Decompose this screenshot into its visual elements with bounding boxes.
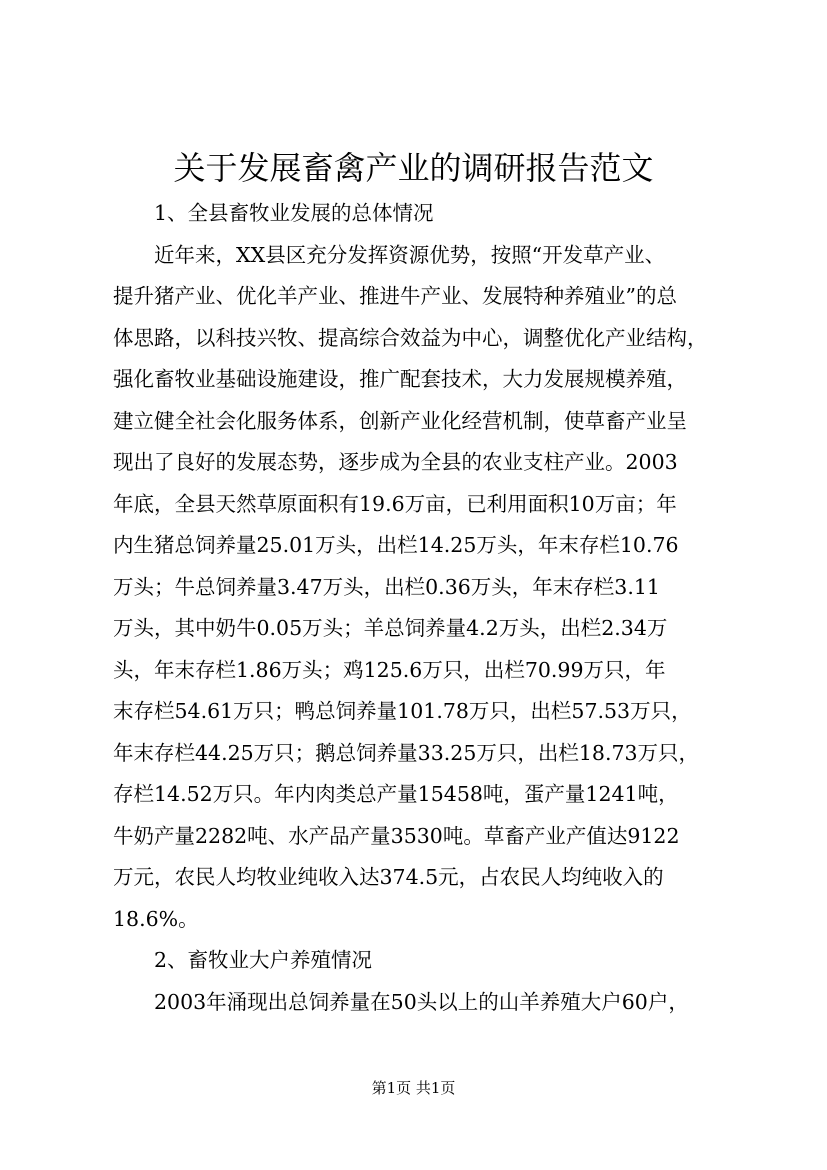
document-body — [113, 193, 717, 1023]
paragraph-line: 年末存栏44.25万只；鹅总饲养量33.25万只，出栏18.73万只， — [113, 740, 700, 765]
paragraph-line: 末存栏54.61万只；鸭总饲养量101.78万只，出栏57.53万只， — [113, 699, 692, 723]
section-heading-1: 1、全县畜牧业发展的总体情况 — [154, 201, 434, 225]
paragraph-line: 年底，全县天然草原面积有19.6万亩，已利用面积10万亩；年 — [113, 491, 677, 516]
paragraph-line: 现出了良好的发展态势，逐步成为全县的农业支柱产业。2003 — [113, 450, 678, 474]
paragraph-line: 万头，其中奶牛0.05万头；羊总饲养量4.2万头，出栏2.34万 — [113, 616, 668, 640]
paragraph-line: 万元，农民人均牧业纯收入达374.5元，占农民人均纯收入的 — [113, 865, 664, 889]
paragraph-line: 提升猪产业、优化羊产业、推进牛产业、发展特种养殖业”的总 — [113, 284, 677, 308]
paragraph-line: 体思路，以科技兴牧、提高综合效益为中心，调整优化产业结构， — [113, 325, 708, 350]
paragraph-line: 存栏14.52万只。年内肉类总产量15458吨，蛋产量1241吨， — [113, 782, 679, 806]
section-heading-2: 2、畜牧业大户养殖情况 — [154, 948, 373, 972]
page-number-footer: 第1页 共1页 — [371, 1079, 456, 1097]
paragraph-line: 近年来，XX县区充分发挥资源优势，按照“开发草产业、 — [154, 242, 666, 267]
paragraph-line: 18.6%。 — [113, 906, 199, 931]
paragraph-line: 内生猪总饲养量25.01万头，出栏14.25万头，年末存栏10.76 — [113, 533, 679, 557]
paragraph-line: 2003年涌现出总饲养量在50头以上的山羊养殖大户60户， — [154, 989, 689, 1014]
paragraph-line: 牛奶产量2282吨、水产品产量3530吨。草畜产业产值达9122 — [113, 823, 680, 848]
paragraph-line: 建立健全社会化服务体系，创新产业化经营机制，使草畜产业呈 — [113, 408, 687, 433]
paragraph-line: 万头；牛总饲养量3.47万头，出栏0.36万头，年末存栏3.11 — [113, 574, 660, 599]
document-title: 关于发展畜禽产业的调研报告范文 — [173, 149, 654, 187]
paragraph-line: 头，年末存栏1.86万头；鸡125.6万只，出栏70.99万只，年 — [113, 657, 666, 682]
paragraph-line: 强化畜牧业基础设施建设，推广配套技术，大力发展规模养殖， — [113, 367, 687, 391]
